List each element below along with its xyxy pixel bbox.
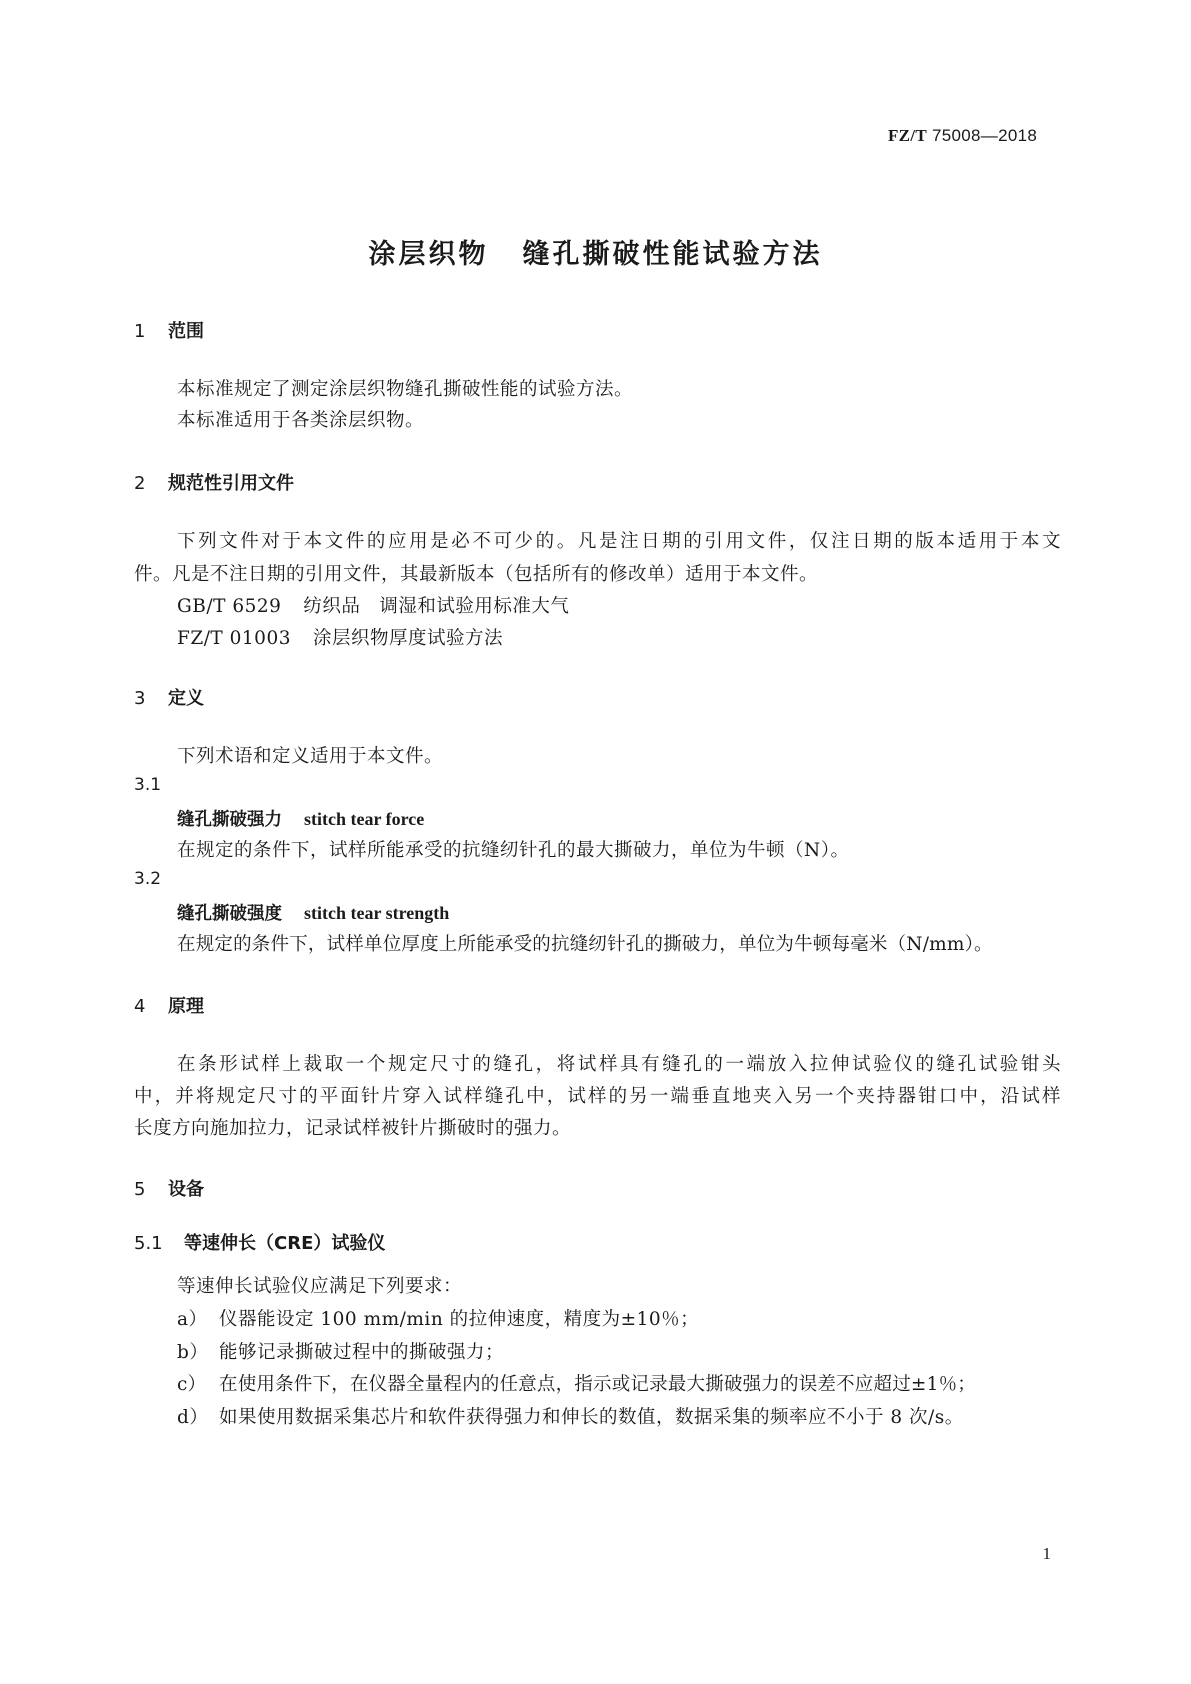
list-item-label: d） <box>177 1407 209 1428</box>
s1-paragraph-2: 本标准适用于各类涂层织物。 <box>177 410 425 431</box>
s4-line2 <box>134 1082 1061 1108</box>
term-chinese: 缝孔撕破强度 <box>177 904 282 924</box>
section-title: 范围 <box>168 321 204 342</box>
s4-line3: 长度方向施加拉力，记录试样被针片撕破时的强力。 <box>134 1118 572 1139</box>
page-number: 1 <box>1042 1544 1051 1563</box>
standard-code <box>888 126 1037 146</box>
reference-name: 涂层织物厚度试验方法 <box>313 628 504 649</box>
term-english: stitch tear force <box>304 809 425 829</box>
section-title: 定义 <box>168 688 204 709</box>
term-number: 3.1 <box>134 775 162 795</box>
s4-line1 <box>177 1050 1061 1076</box>
section-3-heading <box>134 684 204 710</box>
term-definition: 在规定的条件下，试样单位厚度上所能承受的抗缝纫针孔的撕破力，单位为牛顿每毫米（N/mm）。 <box>177 934 993 955</box>
term-heading <box>177 806 424 831</box>
s4-line2-text: 中，并将规定尺寸的平面针片穿入试样缝孔中，试样的另一端垂直地夹入另一个夹持器钳口中，沿试样 <box>134 1086 1061 1107</box>
title-part1: 涂层织物 <box>368 239 489 270</box>
list-item <box>177 1305 699 1331</box>
section-title: 原理 <box>168 996 204 1017</box>
subsection-5-1-heading <box>134 1229 385 1255</box>
list-item <box>177 1403 964 1429</box>
reference-name: 纺织品 调湿和试验用标准大气 <box>303 596 570 617</box>
section-title: 规范性引用文件 <box>168 473 294 494</box>
section-number: 3 <box>134 688 146 709</box>
list-item-text: 如果使用数据采集芯片和软件获得强力和伸长的数值，数据采集的频率应不小于 8 次/s。 <box>219 1407 964 1428</box>
reference-code: GB/T 6529 <box>177 596 282 617</box>
section-2-heading <box>134 469 294 495</box>
section-4-heading <box>134 992 204 1018</box>
standard-prefix: FZ/T <box>888 126 927 145</box>
subsection-title: 等速伸长（CRE）试验仪 <box>184 1233 386 1254</box>
reference-code: FZ/T 01003 <box>177 628 291 649</box>
subsection-number: 5.1 <box>134 1233 163 1254</box>
term-number: 3.2 <box>134 869 162 889</box>
reference-item <box>177 624 503 650</box>
list-item-text: 在使用条件下，在仪器全量程内的任意点，指示或记录最大撕破强力的误差不应超过±1％； <box>219 1374 976 1395</box>
list-item-label: c） <box>177 1374 207 1395</box>
s2-paragraph-line2: 件。凡是不注日期的引用文件，其最新版本（包括所有的修改单）适用于本文件。 <box>134 564 819 585</box>
list-item-label: b） <box>177 1342 209 1363</box>
document-title <box>0 232 1191 271</box>
title-part2: 缝孔撕破性能试验方法 <box>522 239 823 270</box>
list-item <box>177 1338 504 1364</box>
section-title: 设备 <box>168 1179 204 1200</box>
section-1-heading <box>134 317 204 343</box>
reference-item <box>177 592 569 618</box>
section-5-heading <box>134 1175 204 1201</box>
term-english: stitch tear strength <box>304 903 450 923</box>
s2-line1-text: 下列文件对于本文件的应用是必不可少的。凡是注日期的引用文件，仅注日期的版本适用于本文 <box>177 531 1061 552</box>
s3-intro: 下列术语和定义适用于本文件。 <box>177 746 444 767</box>
section-number: 5 <box>134 1179 146 1200</box>
term-definition: 在规定的条件下，试样所能承受的抗缝纫针孔的最大撕破力，单位为牛顿（N）。 <box>177 840 850 861</box>
list-item <box>177 1370 976 1396</box>
s1-paragraph-1: 本标准规定了测定涂层织物缝孔撕破性能的试验方法。 <box>177 379 634 400</box>
s5-intro: 等速伸长试验仪应满足下列要求： <box>177 1276 463 1297</box>
section-number: 4 <box>134 996 146 1017</box>
list-item-text: 仪器能设定 100 mm/min 的拉伸速度，精度为±10％； <box>219 1309 700 1330</box>
list-item-label: a） <box>177 1309 208 1330</box>
section-number: 1 <box>134 321 146 342</box>
term-chinese: 缝孔撕破强力 <box>177 810 282 830</box>
term-heading <box>177 900 449 925</box>
s2-paragraph-line1 <box>177 527 1061 553</box>
s4-line1-text: 在条形试样上裁取一个规定尺寸的缝孔，将试样具有缝孔的一端放入拉伸试验仪的缝孔试验钳头 <box>177 1054 1061 1075</box>
standard-number: 75008—2018 <box>932 126 1038 145</box>
list-item-text: 能够记录撕破过程中的撕破强力； <box>219 1342 505 1363</box>
section-number: 2 <box>134 473 146 494</box>
